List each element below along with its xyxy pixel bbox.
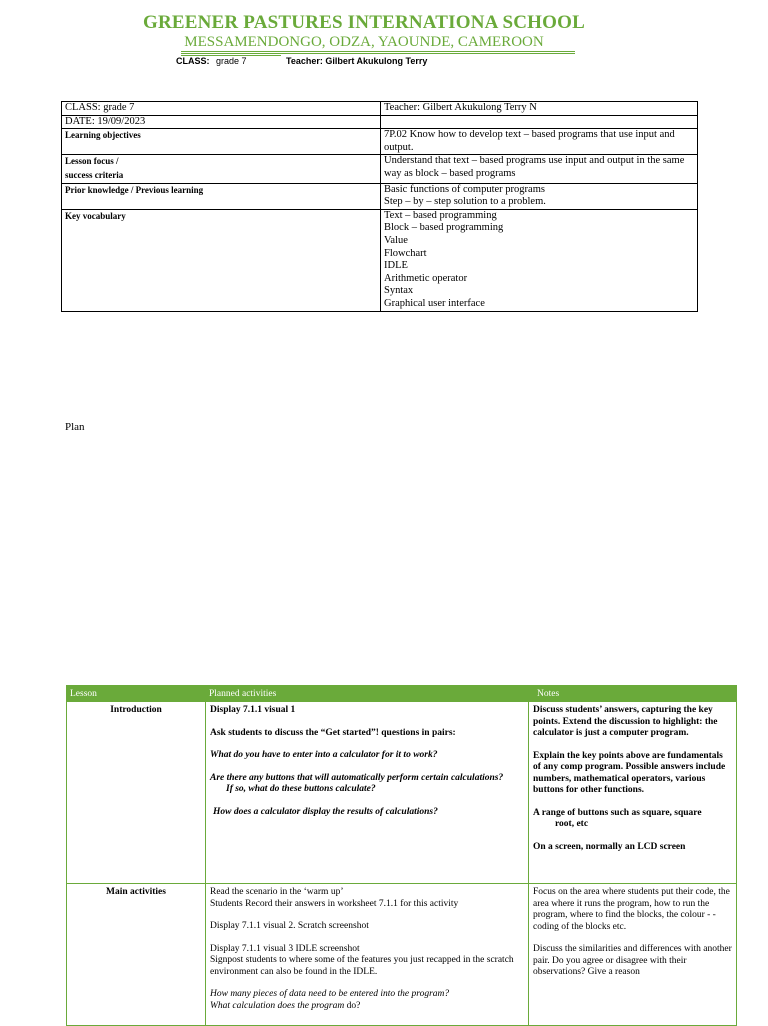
prior-knowledge-item: Basic functions of computer programs xyxy=(384,183,545,195)
header-class-label: CLASS: xyxy=(176,56,210,66)
prior-knowledge-label: Prior knowledge / Previous learning xyxy=(62,183,381,209)
column-header-planned-activities: Planned activities xyxy=(206,686,529,702)
introduction-notes: Discuss students’ answers, capturing the key points. Extend the discussion to highlight: the calculator is just a computer program. Explain the key points above are fundamentals of any comp program. Possible answers include numbers, mathematical operators, various buttons for other functions. A range of buttons such as square, square root, etc On a screen, normally an LCD screen xyxy=(529,702,737,884)
stage-main-activities: Main activities xyxy=(67,884,206,1026)
school-address: MESSAMENDONGO, ODZA, YAOUNDE, CAMEROON xyxy=(184,34,544,50)
learning-objectives-value: 7P.02 Know how to develop text – based programs that use input and output. xyxy=(381,129,698,155)
lesson-focus-value: Understand that text – based programs use input and output in the same way as block – based programs xyxy=(381,155,698,183)
vocabulary-item: Flowchart xyxy=(384,247,427,259)
column-header-notes: Notes xyxy=(529,686,737,702)
header-class xyxy=(176,56,247,66)
learning-objectives-label: Learning objectives xyxy=(62,129,381,155)
vocabulary-item: Graphical user interface xyxy=(384,297,485,309)
vocabulary-item: Syntax xyxy=(384,285,414,297)
vocabulary-item: Arithmetic operator xyxy=(384,272,468,284)
header-teacher: Teacher: Gilbert Akukulong Terry xyxy=(286,56,428,66)
school-name: GREENER PASTURES INTERNATIONA SCHOOL xyxy=(142,12,585,33)
prior-knowledge-value xyxy=(381,183,698,209)
main-activities: Read the scenario in the ‘warm up’ Students Record their answers in worksheet 7.1.1 for this activity Display 7.1.1 visual 2. Scratch screenshot Display 7.1.1 visual 3 IDLE screenshot Signpost students to where some of the features you just recapped in the scratch environment can also be found in the IDLE. How many pieces of data need to be entered into the program? What calculation does the program do? xyxy=(206,884,529,1026)
plan-heading: Plan xyxy=(65,421,85,433)
header-rule xyxy=(181,51,575,52)
date-cell: DATE: 19/09/2023 xyxy=(62,115,381,129)
teacher-cell: Teacher: Gilbert Akukulong Terry N xyxy=(381,102,698,116)
vocabulary-item: IDLE xyxy=(384,260,408,272)
stage-introduction: Introduction xyxy=(67,702,206,884)
column-header-lesson: Lesson xyxy=(67,686,206,702)
empty-cell xyxy=(381,115,698,129)
class-cell: CLASS: grade 7 xyxy=(62,102,381,116)
header-class-value: grade 7 xyxy=(216,56,247,66)
vocabulary-item: Text – based programming xyxy=(384,209,497,221)
key-vocabulary-value xyxy=(381,209,698,311)
introduction-activities: Display 7.1.1 visual 1 Ask students to discuss the “Get started”! questions in pairs: What do you have to enter into a calculator for it to work? Are there any buttons that will automatically perform certain calculations? If so, what do these buttons calculate? How does a calculator display the results of calculations? xyxy=(206,702,529,884)
header-rule xyxy=(181,53,575,54)
lesson-info-table xyxy=(61,101,698,312)
lesson-focus-label: Lesson focus / success criteria xyxy=(62,155,381,183)
lesson-plan-table xyxy=(66,685,737,1026)
vocabulary-item: Block – based programming xyxy=(384,222,504,234)
key-vocabulary-label: Key vocabulary xyxy=(62,209,381,311)
prior-knowledge-item: Step – by – step solution to a problem. xyxy=(384,196,546,208)
main-notes: Focus on the area where students put their code, the area where it runs the program, how to run the program, where to find the blocks, the colour - -coding of the blocks etc. Discuss the similarities and differences with another pair. Do you agree or disagree with their observations? Give a reason xyxy=(529,884,737,1026)
vocabulary-item: Value xyxy=(384,234,408,246)
